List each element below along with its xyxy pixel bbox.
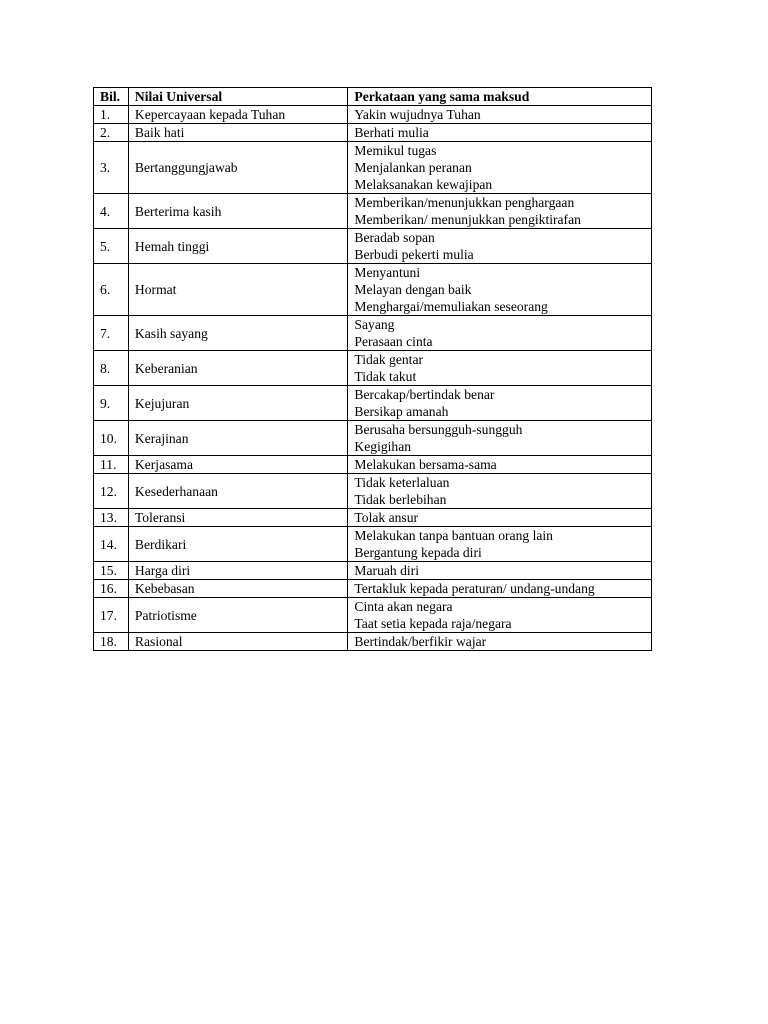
- row-synonyms: [348, 456, 652, 474]
- synonym-line: Memberikan/ menunjukkan pengiktirafan: [354, 212, 581, 227]
- row-synonyms: [348, 562, 652, 580]
- header-number: Bil.: [94, 88, 129, 106]
- table-row: [94, 598, 652, 633]
- synonym-line: Tidak gentar: [354, 352, 424, 367]
- table-row: [94, 580, 652, 598]
- row-synonyms: [348, 124, 652, 142]
- table-row: [94, 633, 652, 651]
- synonym-line: Menghargai/memuliakan seseorang: [354, 299, 548, 314]
- row-universal-value: Hemah tinggi: [128, 229, 348, 264]
- row-number: 11.: [94, 456, 129, 474]
- row-number: 17.: [94, 598, 129, 633]
- row-synonyms: [348, 264, 652, 316]
- synonym-line: Beradab sopan: [354, 230, 435, 245]
- row-synonyms: [348, 421, 652, 456]
- synonym-line: Tertakluk kepada peraturan/ undang-undang: [354, 581, 595, 596]
- row-synonyms: [348, 580, 652, 598]
- row-universal-value: Berdikari: [128, 527, 348, 562]
- table-row: [94, 229, 652, 264]
- row-number: 5.: [94, 229, 129, 264]
- synonym-line: Bertindak/berfikir wajar: [354, 634, 487, 649]
- synonym-line: Memberikan/menunjukkan penghargaan: [354, 195, 575, 210]
- table-row: [94, 421, 652, 456]
- table-row: [94, 194, 652, 229]
- synonym-line: Menyantuni: [354, 265, 421, 280]
- row-number: 6.: [94, 264, 129, 316]
- header-universal-value: Nilai Universal: [128, 88, 348, 106]
- row-number: 4.: [94, 194, 129, 229]
- synonym-line: Berbudi pekerti mulia: [354, 247, 474, 262]
- row-synonyms: [348, 351, 652, 386]
- row-number: 18.: [94, 633, 129, 651]
- table-row: [94, 527, 652, 562]
- table-row: [94, 474, 652, 509]
- table-row: [94, 386, 652, 421]
- row-universal-value: Kepercayaan kepada Tuhan: [128, 106, 348, 124]
- row-universal-value: Patriotisme: [128, 598, 348, 633]
- synonym-line: Cinta akan negara: [354, 599, 453, 614]
- row-synonyms: [348, 229, 652, 264]
- row-synonyms: [348, 316, 652, 351]
- row-number: 13.: [94, 509, 129, 527]
- row-universal-value: Kasih sayang: [128, 316, 348, 351]
- synonym-line: Melayan dengan baik: [354, 282, 472, 297]
- row-universal-value: Harga diri: [128, 562, 348, 580]
- synonym-line: Kegigihan: [354, 439, 412, 454]
- row-universal-value: Bertanggungjawab: [128, 142, 348, 194]
- synonym-line: Tidak berlebihan: [354, 492, 447, 507]
- header-synonyms: Perkataan yang sama maksud: [348, 88, 652, 106]
- row-number: 14.: [94, 527, 129, 562]
- row-universal-value: Kebebasan: [128, 580, 348, 598]
- row-universal-value: Kejujuran: [128, 386, 348, 421]
- row-number: 15.: [94, 562, 129, 580]
- row-synonyms: [348, 633, 652, 651]
- row-universal-value: Kerajinan: [128, 421, 348, 456]
- table-row: [94, 142, 652, 194]
- row-synonyms: [348, 509, 652, 527]
- table-row: [94, 351, 652, 386]
- row-universal-value: Berterima kasih: [128, 194, 348, 229]
- synonym-line: Melakukan bersama-sama: [354, 457, 497, 472]
- synonym-line: Menjalankan peranan: [354, 160, 472, 175]
- universal-values-table: [93, 87, 652, 651]
- row-number: 2.: [94, 124, 129, 142]
- row-synonyms: [348, 598, 652, 633]
- row-universal-value: Toleransi: [128, 509, 348, 527]
- row-number: 16.: [94, 580, 129, 598]
- row-number: 12.: [94, 474, 129, 509]
- row-number: 1.: [94, 106, 129, 124]
- row-synonyms: [348, 194, 652, 229]
- row-synonyms: [348, 474, 652, 509]
- row-number: 10.: [94, 421, 129, 456]
- synonym-line: Yakin wujudnya Tuhan: [354, 107, 481, 122]
- table-row: [94, 264, 652, 316]
- table-body: [94, 106, 652, 651]
- synonym-line: Berusaha bersungguh-sungguh: [354, 422, 523, 437]
- row-synonyms: [348, 142, 652, 194]
- row-synonyms: [348, 106, 652, 124]
- row-universal-value: Kerjasama: [128, 456, 348, 474]
- row-universal-value: Kesederhanaan: [128, 474, 348, 509]
- table-row: [94, 316, 652, 351]
- synonym-line: Melakukan tanpa bantuan orang lain: [354, 528, 553, 543]
- table-row: [94, 509, 652, 527]
- synonym-line: Perasaan cinta: [354, 334, 433, 349]
- synonym-line: Tidak takut: [354, 369, 417, 384]
- synonym-line: Maruah diri: [354, 563, 419, 578]
- table-header-row: [94, 88, 652, 106]
- synonym-line: Tolak ansur: [354, 510, 419, 525]
- synonym-line: Berhati mulia: [354, 125, 429, 140]
- row-number: 3.: [94, 142, 129, 194]
- row-number: 7.: [94, 316, 129, 351]
- row-universal-value: Keberanian: [128, 351, 348, 386]
- synonym-line: Memikul tugas: [354, 143, 437, 158]
- table-row: [94, 106, 652, 124]
- row-number: 8.: [94, 351, 129, 386]
- row-number: 9.: [94, 386, 129, 421]
- synonym-line: Tidak keterlaluan: [354, 475, 450, 490]
- table-row: [94, 562, 652, 580]
- synonym-line: Sayang: [354, 317, 395, 332]
- row-synonyms: [348, 386, 652, 421]
- row-universal-value: Hormat: [128, 264, 348, 316]
- synonym-line: Bercakap/bertindak benar: [354, 387, 495, 402]
- table-row: [94, 456, 652, 474]
- synonym-line: Taat setia kepada raja/negara: [354, 616, 512, 631]
- synonym-line: Bergantung kepada diri: [354, 545, 482, 560]
- row-synonyms: [348, 527, 652, 562]
- synonym-line: Melaksanakan kewajipan: [354, 177, 493, 192]
- synonym-line: Bersikap amanah: [354, 404, 449, 419]
- row-universal-value: Rasional: [128, 633, 348, 651]
- row-universal-value: Baik hati: [128, 124, 348, 142]
- table-row: [94, 124, 652, 142]
